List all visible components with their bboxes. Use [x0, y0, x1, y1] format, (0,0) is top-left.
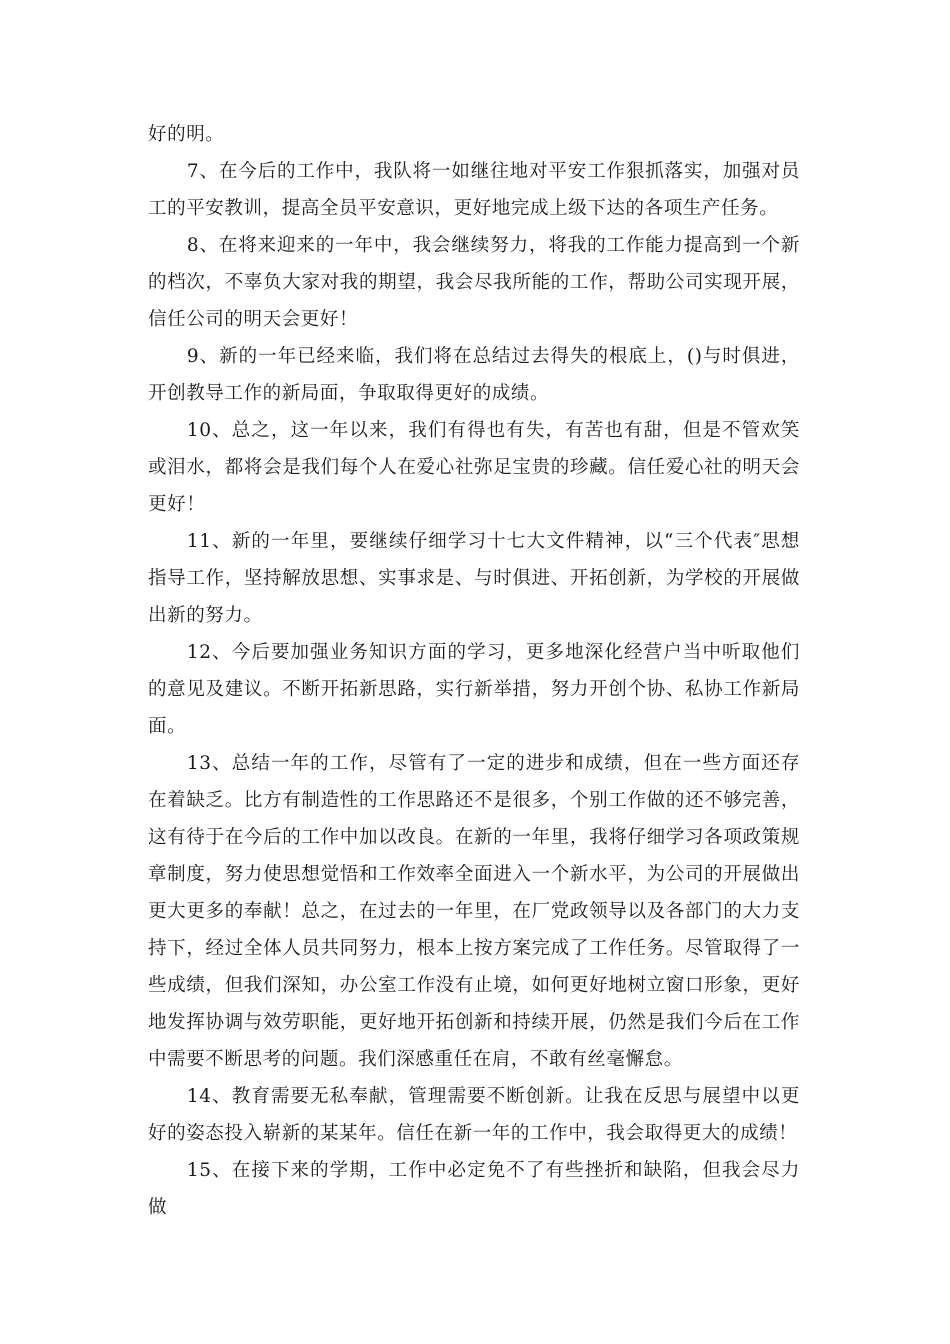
paragraph-item-14: 14、教育需要无私奉献，管理需要不断创新。让我在反思与展望中以更好的姿态投入崭新的某某年。信任在新一年的工作中，我会取得更大的成绩！: [148, 1086, 800, 1144]
paragraph-item-13: 13、总结一年的工作，尽管有了一定的进步和成绩，但在一些方面还存在着缺乏。比方有制造性的工作思路还不是很多，个别工作做的还不够完善，这有待于在今后的工作中加以改良。在新的一年里，我将仔细学习各项政策规章制度，努力使思想觉悟和工作效率全面进入一个新水平，为公司的开展做出更大更多的奉献！总之，在过去的一年里，在厂党政领导以及各部门的大力支持下，经过全体人员共同努力，根本上按方案完成了工作任务。尽管取得了一些成绩，但我们深知，办公室工作没有止境，如何更好地树立窗口形象，更好地发挥协调与效劳职能，更好地开拓创新和持续开展，仍然是我们今后在工作中需要不断思考的问题。我们深感重任在肩，不敢有丝毫懈怠。: [148, 753, 800, 1070]
paragraph-item-12: 12、今后要加强业务知识方面的学习，更多地深化经营户当中听取他们的意见及建议。不断开拓新思路，实行新举措，努力开创个协、私协工作新局面。: [148, 642, 800, 737]
paragraph-item-9: 9、新的一年已经来临，我们将在总结过去得失的根底上，()与时俱进，开创教导工作的新局面，争取取得更好的成绩。: [148, 346, 800, 404]
paragraph-continuation: 好的明。: [148, 124, 225, 145]
paragraph-item-7: 7、在今后的工作中，我队将一如继往地对平安工作狠抓落实，加强对员工的平安教训，提高全员平安意识，更好地完成上级下达的各项生产任务。: [148, 161, 800, 219]
paragraph-item-10: 10、总之，这一年以来，我们有得也有失，有苦也有甜，但是不管欢笑或泪水，都将会是我们每个人在爱心社弥足宝贵的珍藏。信任爱心社的明天会更好！: [148, 420, 800, 515]
paragraph-item-8: 8、在将来迎来的一年中，我会继续努力，将我的工作能力提高到一个新的档次，不辜负大家对我的期望，我会尽我所能的工作，帮助公司实现开展，信任公司的明天会更好！: [148, 235, 800, 330]
paragraph-item-15: 15、在接下来的学期，工作中必定免不了有些挫折和缺陷，但我会尽力做: [148, 1160, 800, 1218]
paragraph-item-11: 11、新的一年里，要继续仔细学习十七大文件精神，以“三个代表″思想指导工作，坚持解放思想、实事求是、与时俱进、开拓创新，为学校的开展做出新的努力。: [148, 531, 800, 626]
document-body: [148, 116, 800, 1226]
